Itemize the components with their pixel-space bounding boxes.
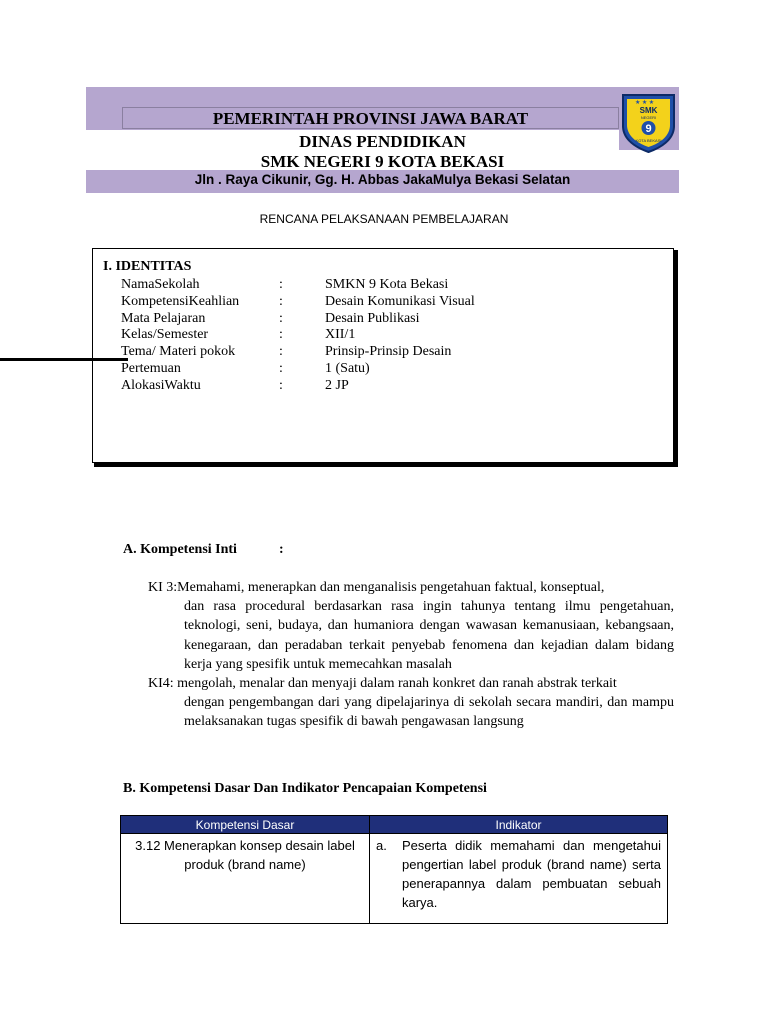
- identity-colon: :: [279, 344, 283, 359]
- section-a-title: A. Kompetensi Inti: [123, 542, 237, 557]
- competency-table: [120, 815, 668, 924]
- identity-colon: :: [279, 361, 283, 376]
- letterhead-address: Jln . Raya Cikunir, Gg. H. Abbas JakaMulya Bekasi Selatan: [194, 172, 571, 187]
- identity-label: Pertemuan: [121, 361, 181, 376]
- document-title: RENCANA PELAKSANAAN PEMBELAJARAN: [259, 212, 509, 226]
- table-header-kd: Kompetensi Dasar: [121, 816, 370, 834]
- school-logo: [620, 92, 677, 154]
- identity-value: Desain Publikasi: [325, 311, 420, 326]
- identity-heading: I. IDENTITAS: [103, 259, 192, 274]
- identity-value: Desain Komunikasi Visual: [325, 294, 475, 309]
- identity-colon: :: [279, 277, 283, 292]
- identity-colon: :: [279, 311, 283, 326]
- letterhead-government: PEMERINTAH PROVINSI JAWA BARAT: [212, 109, 529, 128]
- identity-value: SMKN 9 Kota Bekasi: [325, 277, 449, 292]
- identity-box-shadow-right: [674, 250, 678, 467]
- table-header-indicator: Indikator: [370, 816, 668, 834]
- letterhead-school: SMK NEGERI 9 KOTA BEKASI: [260, 152, 505, 171]
- identity-label: KompetensiKeahlian: [121, 294, 240, 309]
- table-header-row: [121, 816, 668, 834]
- identity-label: NamaSekolah: [121, 277, 200, 292]
- section-b-heading: B. Kompetensi Dasar Dan Indikator Pencapaian Kompetensi: [123, 781, 487, 796]
- stray-line: [0, 358, 128, 361]
- ki4-body: dengan pengembangan dari yang dipelajarinya di sekolah secara mandiri, dan mampu melaksanakan tugas spesifik di bawah pengawasan langsung: [184, 695, 674, 730]
- identity-colon: :: [279, 294, 283, 309]
- svg-text:★ ★ ★: ★ ★ ★: [635, 100, 655, 106]
- table-row: [121, 834, 668, 924]
- indicator-text: Peserta didik memahami dan mengetahui pengertian label produk (brand name) serta penerapannya dalam pembuatan sebuah karya.: [402, 838, 661, 910]
- indicator-item: [376, 836, 661, 912]
- ki4-paragraph: [148, 674, 674, 732]
- identity-label: AlokasiWaktu: [121, 378, 201, 393]
- ki4-first-line: KI4: mengolah, menalar dan menyaji dalam ranah konkret dan ranah abstrak terkait: [148, 676, 617, 691]
- logo-city-text: KOTA BEKASI: [635, 138, 662, 143]
- indicator-marker: a.: [376, 838, 387, 853]
- identity-value: XII/1: [325, 327, 356, 342]
- identity-colon: :: [279, 327, 283, 342]
- identity-label: Mata Pelajaran: [121, 311, 206, 326]
- identity-colon: :: [279, 378, 283, 393]
- identity-value: 2 JP: [325, 378, 349, 393]
- logo-smk-text: SMK: [639, 106, 658, 115]
- logo-negeri-text: NEGERI: [640, 115, 657, 120]
- logo-number: 9: [645, 123, 652, 135]
- section-a-heading: [123, 542, 284, 558]
- ki3-paragraph: [148, 578, 674, 674]
- identity-label: Kelas/Semester: [121, 327, 209, 342]
- letterhead-department: DINAS PENDIDIKAN: [299, 132, 466, 151]
- ki3-first-line: KI 3:Memahami, menerapkan dan menganalisis pengetahuan faktual, konseptual,: [148, 580, 605, 595]
- indicator-cell: [370, 834, 668, 924]
- ki3-body: dan rasa procedural berdasarkan rasa ingin tahunya tentang ilmu pengetahuan, teknologi, seni, budaya, dan humaniora dengan wawasan kemanusiaan, kebangsaan, kenegaraan, dan peradaban terkait penyebab fenomena dan kejadian dalam bidang kerja yang spesifik untuk memecahkan masalah: [184, 599, 674, 672]
- identity-value: Prinsip-Prinsip Desain: [325, 344, 452, 359]
- identity-value: 1 (Satu): [325, 361, 370, 376]
- kd-cell: 3.12 Menerapkan konsep desain label produk (brand name): [121, 834, 370, 924]
- identity-label: Tema/ Materi pokok: [121, 344, 236, 359]
- identity-box-shadow-bottom: [94, 463, 678, 467]
- section-a-colon: :: [279, 542, 284, 557]
